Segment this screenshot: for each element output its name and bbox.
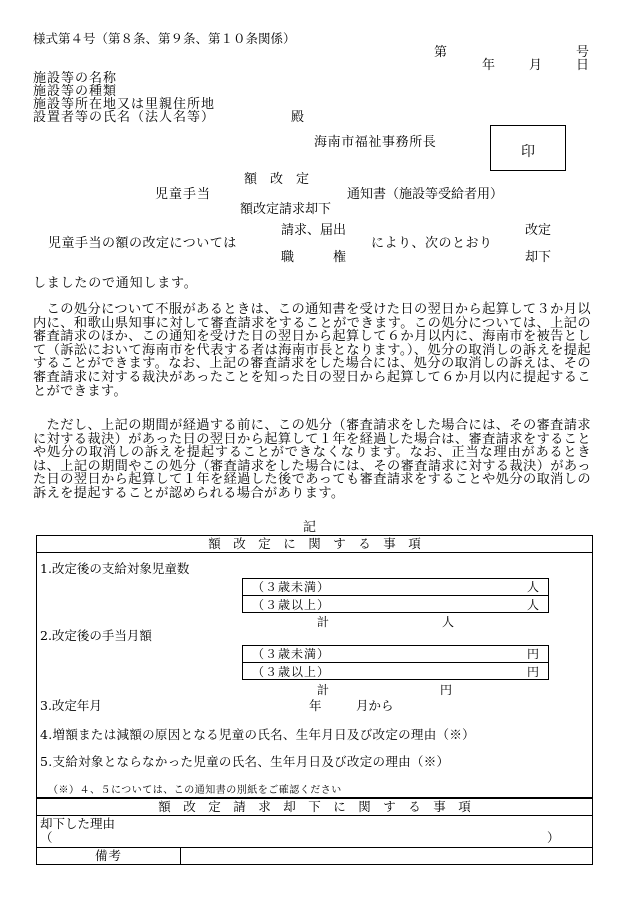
remarks-label: 備考 — [95, 848, 123, 863]
date-day: 日 — [576, 58, 590, 73]
rejection-paren-close: ） — [547, 830, 560, 845]
date-month: 月 — [529, 58, 543, 73]
intro-prefix: 児童手当の額の改定については — [48, 236, 237, 251]
item3-month: 月から — [356, 698, 394, 713]
item4-label: 4.増額または減額の原因となる児童の氏名、生年月日及び改定の理由（※） — [40, 727, 475, 742]
item3-year: 年 — [309, 698, 322, 713]
appeal-paragraph-1: この処分について不服があるときは、この通知書を受けた日の翌日から起算して３か月以内に、和歌山県知事に対して審査請求をすることができます。この処分については、上記の審査請求のほか、この通知を受けた日の翌日から起算して６か月以内に、海南市を被告として（訴訟において海南市を代表する者は海南市長となります。）、処分の取消しの訴えを提起することができます。なお、上記の審査請求をした場合には、処分の取消しの訴えは、その審査請求に対する裁決があったことを知った日の翌日から起算して６か月以内に提起することができます。 — [33, 302, 591, 399]
item-note: （※）４、５については、この通知書の別紙をご確認ください — [48, 785, 342, 796]
item2-under3-label: （３歳未満） — [252, 647, 331, 661]
issuer: 海南市福祉事務所長 — [314, 135, 437, 150]
rejection-reason-label: 却下した理由 — [40, 816, 116, 831]
title-main-left: 児童手当 — [155, 187, 212, 202]
facility-type-label: 施設等の種類 — [33, 84, 118, 99]
title-option-rejection: 額改定請求却下 — [240, 202, 332, 217]
item1-label: 1.改定後の支給対象児童数 — [40, 561, 190, 576]
item2-under3-unit: 円 — [527, 647, 540, 661]
form-number: 様式第４号（第８条、第９条、第１０条関係） — [33, 31, 296, 46]
stamp-mark: 印 — [521, 144, 535, 160]
intro-result-revised: 改定 — [525, 223, 552, 238]
item2-total-label: 計 — [317, 683, 331, 697]
intro-reason-ex-officio: 職 権 — [281, 250, 347, 265]
appeal-paragraph-2: ただし、上記の期間が経過する前に、この処分（審査請求をした場合には、その審査請求に対する裁決）があった日の翌日から起算して１年を経過した場合は、審査請求をすることや処分の取消しの訴えを提起することができなくなります。なお、正当な理由があるときは、上記の期間やこの処分（審査請求をした場合には、その審査請求に対する裁決）があった日の翌日から起算して１年を経過した後であっても審査請求をすることや処分の取消しの訴えを提起することが認められる場合があります。 — [33, 418, 591, 501]
rejection-section-header: 額 改 定 請 求 却 下 に 関 す る 事 項 — [158, 799, 471, 814]
item5-label: 5.支給対象とならなかった児童の氏名、生年月日及び改定の理由（※） — [40, 754, 450, 769]
doc-number-dai: 第 — [434, 45, 448, 60]
item2-over3-unit: 円 — [527, 665, 540, 679]
item1-total-label: 計 — [317, 615, 331, 629]
operator-name-label: 設置者等の氏名（法人名等） — [33, 110, 216, 125]
stamp-box — [490, 125, 566, 171]
item1-under3-unit: 人 — [527, 580, 540, 594]
facility-name-label: 施設等の名称 — [33, 71, 118, 86]
intro-result-rejected: 却下 — [525, 250, 552, 265]
item3-label: 3.改定年月 — [40, 698, 102, 713]
item1-over3-unit: 人 — [527, 598, 540, 612]
ki-heading: 記 — [303, 520, 317, 535]
facility-address-label: 施設等所在地又は里親住所地 — [33, 97, 216, 112]
item1-over3-label: （３歳以上） — [252, 598, 331, 612]
honorific: 殿 — [291, 110, 305, 125]
intro-suffix: しましたので通知します。 — [33, 276, 198, 291]
title-main-right: 通知書（施設等受給者用） — [347, 187, 504, 202]
doc-number-go: 号 — [576, 45, 590, 60]
item1-under3-label: （３歳未満） — [252, 580, 331, 594]
title-option-revision: 額 改 定 — [244, 172, 310, 187]
item2-over3-label: （３歳以上） — [252, 665, 331, 679]
item2-label: 2.改定後の手当月額 — [40, 628, 152, 643]
item2-total-unit: 円 — [440, 683, 453, 697]
date-year: 年 — [482, 58, 496, 73]
rejection-paren-open: （ — [40, 830, 53, 845]
item1-total-unit: 人 — [442, 615, 455, 629]
intro-reason-request: 請求、届出 — [281, 223, 347, 238]
intro-middle: により、次のとおり — [371, 236, 493, 251]
revision-section-header: 額 改 定 に 関 す る 事 項 — [208, 536, 421, 551]
